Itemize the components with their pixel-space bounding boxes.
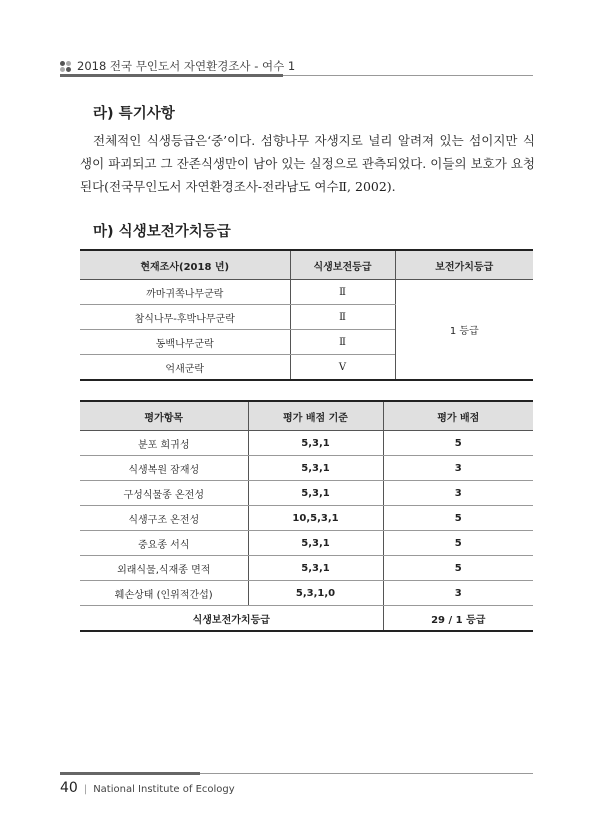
item-cell: 구성식물종 온전성 bbox=[80, 481, 248, 506]
community-cell: 까마귀쪽나무군락 bbox=[80, 280, 290, 305]
table-row bbox=[80, 481, 533, 506]
item-cell: 식생복원 잠재성 bbox=[80, 456, 248, 481]
column-header: 평가항목 bbox=[80, 401, 248, 431]
score-cell: 5 bbox=[383, 531, 533, 556]
footer: 40 | National Institute of Ecology bbox=[60, 780, 235, 796]
section-heading-conservation-grade: 마) 식생보전가치등급 bbox=[93, 224, 231, 240]
community-cell: 동백나무군락 bbox=[80, 330, 290, 355]
item-cell: 분포 희귀성 bbox=[80, 431, 248, 456]
score-cell: 5 bbox=[383, 506, 533, 531]
footer-rule bbox=[60, 773, 533, 774]
grade-cell: Ⅱ bbox=[290, 280, 395, 305]
table-row bbox=[80, 431, 533, 456]
total-row bbox=[80, 606, 533, 632]
conservation-grade-table bbox=[80, 249, 533, 381]
score-cell: 3 bbox=[383, 456, 533, 481]
column-header: 평가 배점 bbox=[383, 401, 533, 431]
criteria-cell: 5,3,1,0 bbox=[248, 581, 383, 606]
total-label: 식생보전가치등급 bbox=[80, 606, 383, 632]
criteria-cell: 5,3,1 bbox=[248, 531, 383, 556]
item-cell: 식생구조 온전성 bbox=[80, 506, 248, 531]
community-cell: 억새군락 bbox=[80, 355, 290, 381]
value-grade-cell: 1 등급 bbox=[395, 280, 533, 381]
item-cell: 외래식물,식재종 면적 bbox=[80, 556, 248, 581]
score-cell: 5 bbox=[383, 431, 533, 456]
special-notes-paragraph: 전체적인 식생등급은‘중’이다. 섬향나무 자생지로 널리 알려져 있는 섬이지만 식생이 파괴되고 그 잔존식생만이 남아 있는 실정으로 관측되었다. 이들의 보호가 요청된다(전국무인도서 자연환경조사-전라남도 여수Ⅱ, 2002). bbox=[80, 133, 535, 194]
table-row bbox=[80, 556, 533, 581]
evaluation-table bbox=[80, 400, 533, 632]
score-cell: 5 bbox=[383, 556, 533, 581]
grade-cell: Ⅱ bbox=[290, 305, 395, 330]
header-title: 2018 전국 무인도서 자연환경조사 - 여수 1 bbox=[77, 59, 296, 73]
column-header: 보전가치등급 bbox=[395, 250, 533, 280]
grade-cell: Ⅱ bbox=[290, 330, 395, 355]
column-header: 식생보전등급 bbox=[290, 250, 395, 280]
table-row bbox=[80, 456, 533, 481]
header-rule bbox=[60, 75, 533, 76]
table-row bbox=[80, 506, 533, 531]
table-row bbox=[80, 531, 533, 556]
criteria-cell: 5,3,1 bbox=[248, 556, 383, 581]
table-row bbox=[80, 581, 533, 606]
criteria-cell: 5,3,1 bbox=[248, 456, 383, 481]
page-number: 40 bbox=[60, 780, 78, 796]
running-header bbox=[60, 58, 295, 74]
section-heading-special-notes: 라) 특기사항 bbox=[93, 106, 175, 122]
total-value: 29 / 1 등급 bbox=[383, 606, 533, 632]
score-cell: 3 bbox=[383, 581, 533, 606]
column-header: 평가 배점 기준 bbox=[248, 401, 383, 431]
dots-icon bbox=[60, 61, 71, 72]
column-header: 현재조사(2018 년) bbox=[80, 250, 290, 280]
criteria-cell: 5,3,1 bbox=[248, 481, 383, 506]
item-cell: 중요종 서식 bbox=[80, 531, 248, 556]
institute-name: National Institute of Ecology bbox=[93, 784, 235, 795]
score-cell: 3 bbox=[383, 481, 533, 506]
item-cell: 훼손상태 (인위적간섭) bbox=[80, 581, 248, 606]
criteria-cell: 5,3,1 bbox=[248, 431, 383, 456]
community-cell: 참식나무-후박나무군락 bbox=[80, 305, 290, 330]
criteria-cell: 10,5,3,1 bbox=[248, 506, 383, 531]
grade-cell: Ⅴ bbox=[290, 355, 395, 381]
table-row bbox=[80, 280, 533, 305]
